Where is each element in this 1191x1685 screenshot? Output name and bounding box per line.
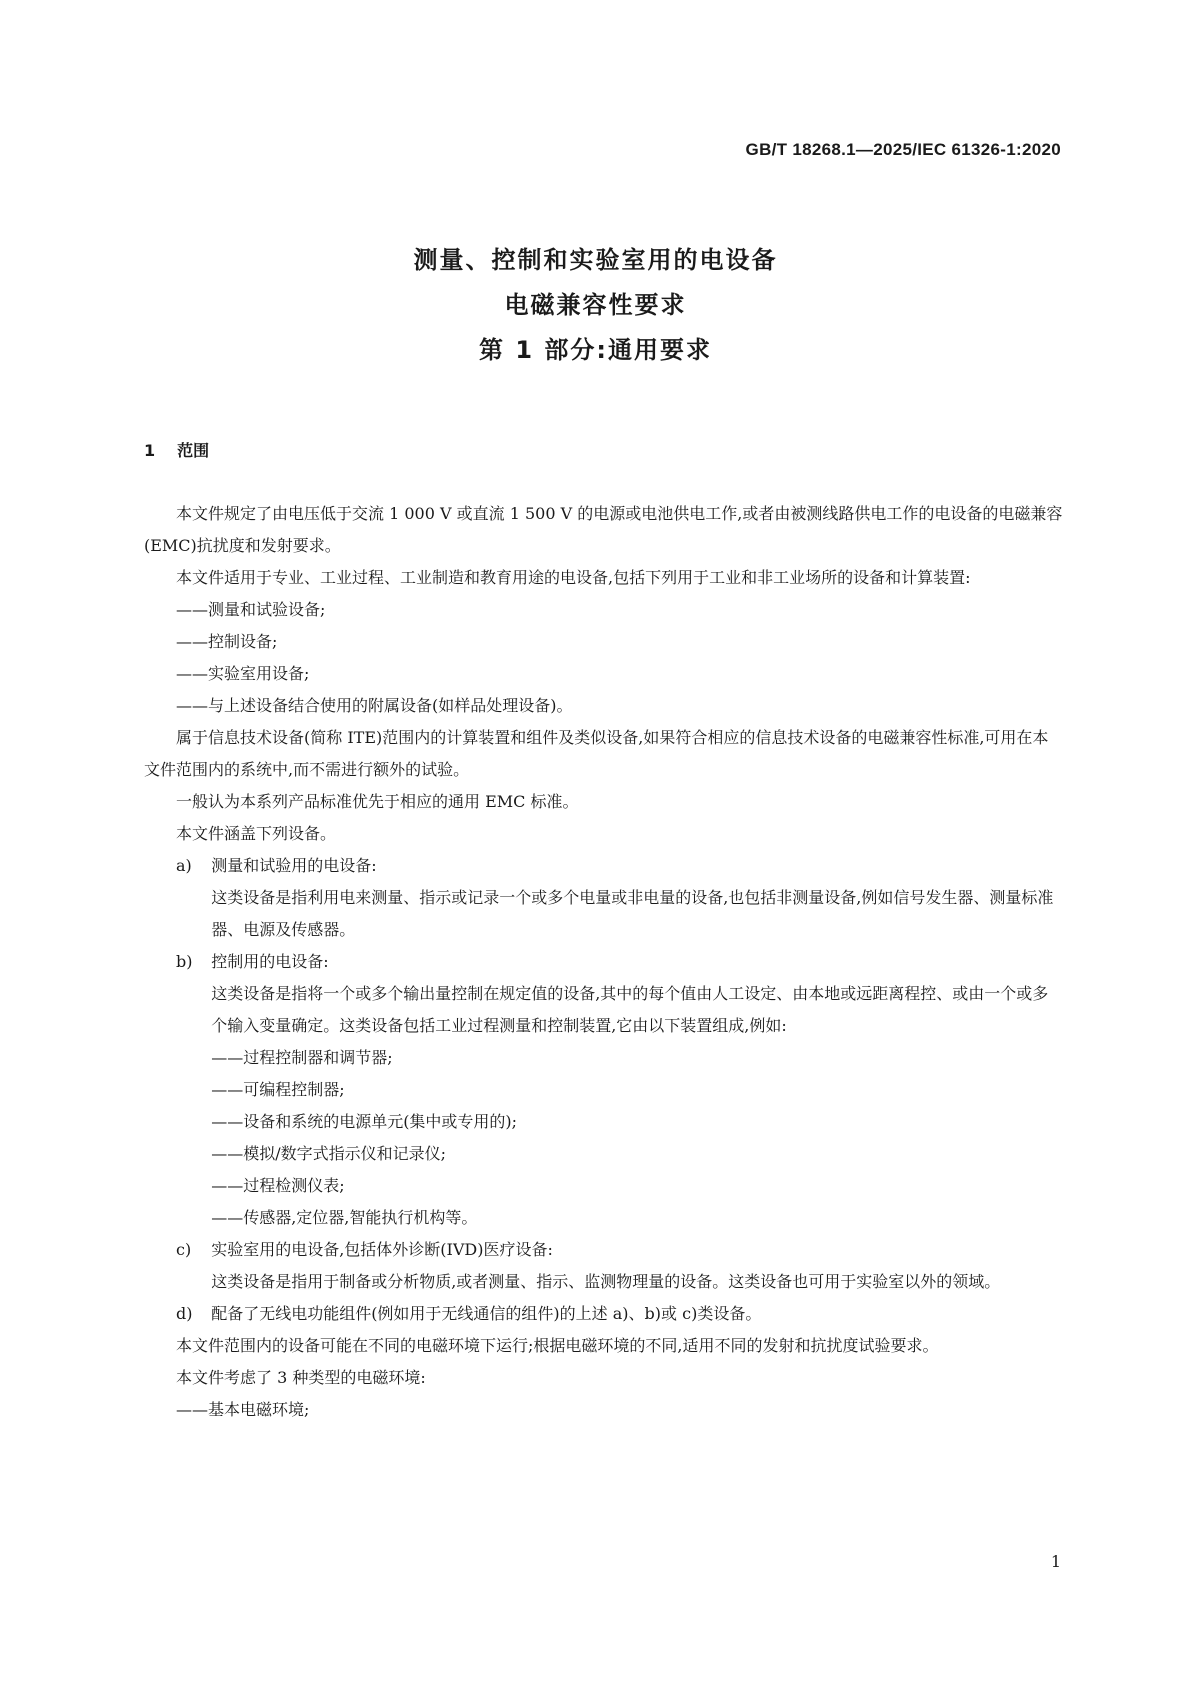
list-item: ——模拟/数字式指示仪和记录仪; [211,1144,446,1163]
item-label: c) [176,1240,192,1259]
item-title: 配备了无线电功能组件(例如用于无线通信的组件)的上述 a)、b)或 c)类设备。 [211,1304,762,1323]
list-item: ——基本电磁环境; [176,1400,310,1419]
section-heading [144,438,209,461]
list-item: ——过程控制器和调节器; [211,1048,393,1067]
list-item: ——传感器,定位器,智能执行机构等。 [211,1208,478,1227]
list-item: ——与上述设备结合使用的附属设备(如样品处理设备)。 [176,696,573,715]
paragraph: 本文件涵盖下列设备。 [176,824,337,843]
section-number: 1 [144,441,156,460]
list-item: ——可编程控制器; [211,1080,345,1099]
list-item: ——测量和试验设备; [176,600,326,619]
document-title [0,238,1191,373]
item-description: 这类设备是指利用电来测量、指示或记录一个或多个电量或非电量的设备,也包括非测量设备,例如信号发生器、测量标准器、电源及传感器。 [211,888,1054,939]
paragraph: 本文件范围内的设备可能在不同的电磁环境下运行;根据电磁环境的不同,适用不同的发射和抗扰度试验要求。 [176,1336,939,1355]
title-line-1: 测量、控制和实验室用的电设备 [413,246,778,274]
item-label: d) [176,1304,193,1323]
list-item: ——实验室用设备; [176,664,310,683]
enumerated-item-a [144,850,1064,882]
paragraph: 本文件适用于专业、工业过程、工业制造和教育用途的电设备,包括下列用于工业和非工业场所的设备和计算装置: [176,568,971,587]
paragraph: 本文件考虑了 3 种类型的电磁环境: [176,1368,426,1387]
section-title: 范围 [177,441,210,460]
item-description: 这类设备是指用于制备或分析物质,或者测量、指示、监测物理量的设备。这类设备也可用于实验室以外的领域。 [211,1272,1001,1291]
list-item: ——设备和系统的电源单元(集中或专用的); [211,1112,518,1131]
list-item: ——过程检测仪表; [211,1176,345,1195]
section-body [144,498,1064,1426]
title-line-2: 电磁兼容性要求 [504,291,687,319]
item-label: b) [176,952,193,971]
list-item: ——控制设备; [176,632,278,651]
item-title: 实验室用的电设备,包括体外诊断(IVD)医疗设备: [211,1240,553,1259]
enumerated-item-b [144,946,1064,978]
enumerated-item-d [144,1298,1064,1330]
item-label: a) [176,856,192,875]
paragraph: 属于信息技术设备(简称 ITE)范围内的计算装置和组件及类似设备,如果符合相应的信息技术设备的电磁兼容性标准,可用在本文件范围内的系统中,而不需进行额外的试验。 [144,728,1049,779]
paragraph: 一般认为本系列产品标准优先于相应的通用 EMC 标准。 [176,792,579,811]
standard-code: GB/T 18268.1—2025/IEC 61326-1:2020 [745,140,1061,159]
title-line-3: 第 1 部分:通用要求 [478,336,712,364]
page-number: 1 [1050,1552,1061,1571]
item-description: 这类设备是指将一个或多个输出量控制在规定值的设备,其中的每个值由人工设定、由本地或远距离程控、或由一个或多个输入变量确定。这类设备包括工业过程测量和控制装置,它由以下装置组成,例如: [211,984,1049,1035]
enumerated-item-c [144,1234,1064,1266]
item-title: 控制用的电设备: [211,952,329,971]
paragraph: 本文件规定了由电压低于交流 1 000 V 或直流 1 500 V 的电源或电池供电工作,或者由被测线路供电工作的电设备的电磁兼容(EMC)抗扰度和发射要求。 [144,504,1063,555]
item-title: 测量和试验用的电设备: [211,856,377,875]
